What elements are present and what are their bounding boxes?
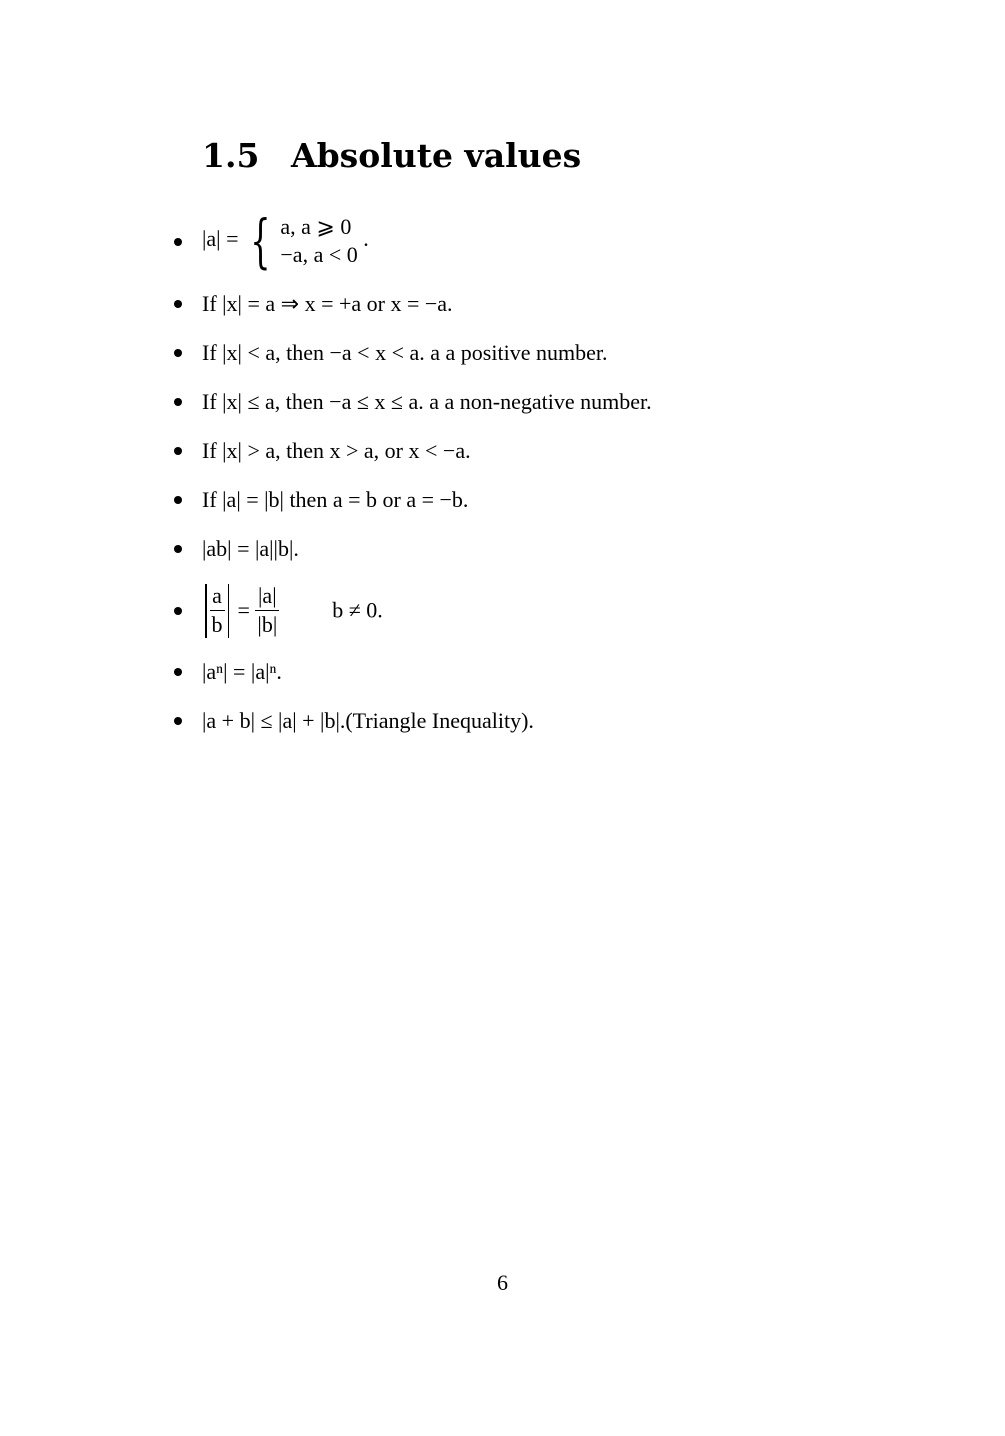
fraction-numerator: |a|: [255, 582, 279, 611]
bullet-icon: [174, 300, 182, 308]
list-item-text: If |x| ≤ a, then −a ≤ x ≤ a. a a non-negative number.: [202, 389, 652, 414]
page-number: 6: [497, 1270, 508, 1295]
fraction-denominator: |b|: [257, 612, 278, 637]
section-number: 1.5: [202, 136, 260, 175]
definition-lhs: |a| =: [202, 226, 239, 252]
bullet-icon: [174, 717, 182, 725]
definition-period: .: [363, 226, 369, 252]
left-brace-icon: {: [250, 207, 271, 275]
bullet-icon: [174, 349, 182, 357]
abs-bar-left: [205, 584, 207, 638]
list-item-text: |a + b| ≤ |a| + |b|.(Triangle Inequality).: [202, 708, 534, 733]
case-negative: −a, a < 0: [280, 242, 358, 267]
bullet-icon: [174, 238, 182, 246]
list-item-text: |aⁿ| = |a|ⁿ.: [202, 659, 282, 684]
fraction-left: [210, 582, 225, 639]
bullet-icon: [174, 545, 182, 553]
abs-bar-right: [228, 584, 230, 638]
list-item-text: If |a| = |b| then a = b or a = −b.: [202, 487, 469, 512]
equals-sign: =: [237, 597, 250, 623]
fraction-numerator: a: [210, 582, 225, 611]
piecewise-definition: [202, 207, 369, 275]
bullet-icon: [174, 668, 182, 676]
cases: [280, 213, 357, 269]
bullet-icon: [174, 607, 182, 615]
bullet-icon: [174, 496, 182, 504]
fraction-denominator: b: [211, 612, 223, 637]
fraction-condition: b ≠ 0.: [332, 597, 383, 623]
case-nonnegative: a, a ⩾ 0: [280, 214, 352, 239]
bullet-icon: [174, 398, 182, 406]
bullet-icon: [174, 447, 182, 455]
list-item-text: If |x| = a ⇒ x = +a or x = −a.: [202, 291, 453, 316]
fraction-right: [255, 582, 279, 639]
section-title: Absolute values: [291, 136, 582, 175]
list-item-text: |ab| = |a||b|.: [202, 536, 299, 561]
list-item-text: If |x| > a, then x > a, or x < −a.: [202, 438, 471, 463]
list-item-text: If |x| < a, then −a < x < a. a a positive number.: [202, 340, 608, 365]
section-heading: [202, 132, 581, 180]
fraction-rule: [202, 582, 383, 639]
